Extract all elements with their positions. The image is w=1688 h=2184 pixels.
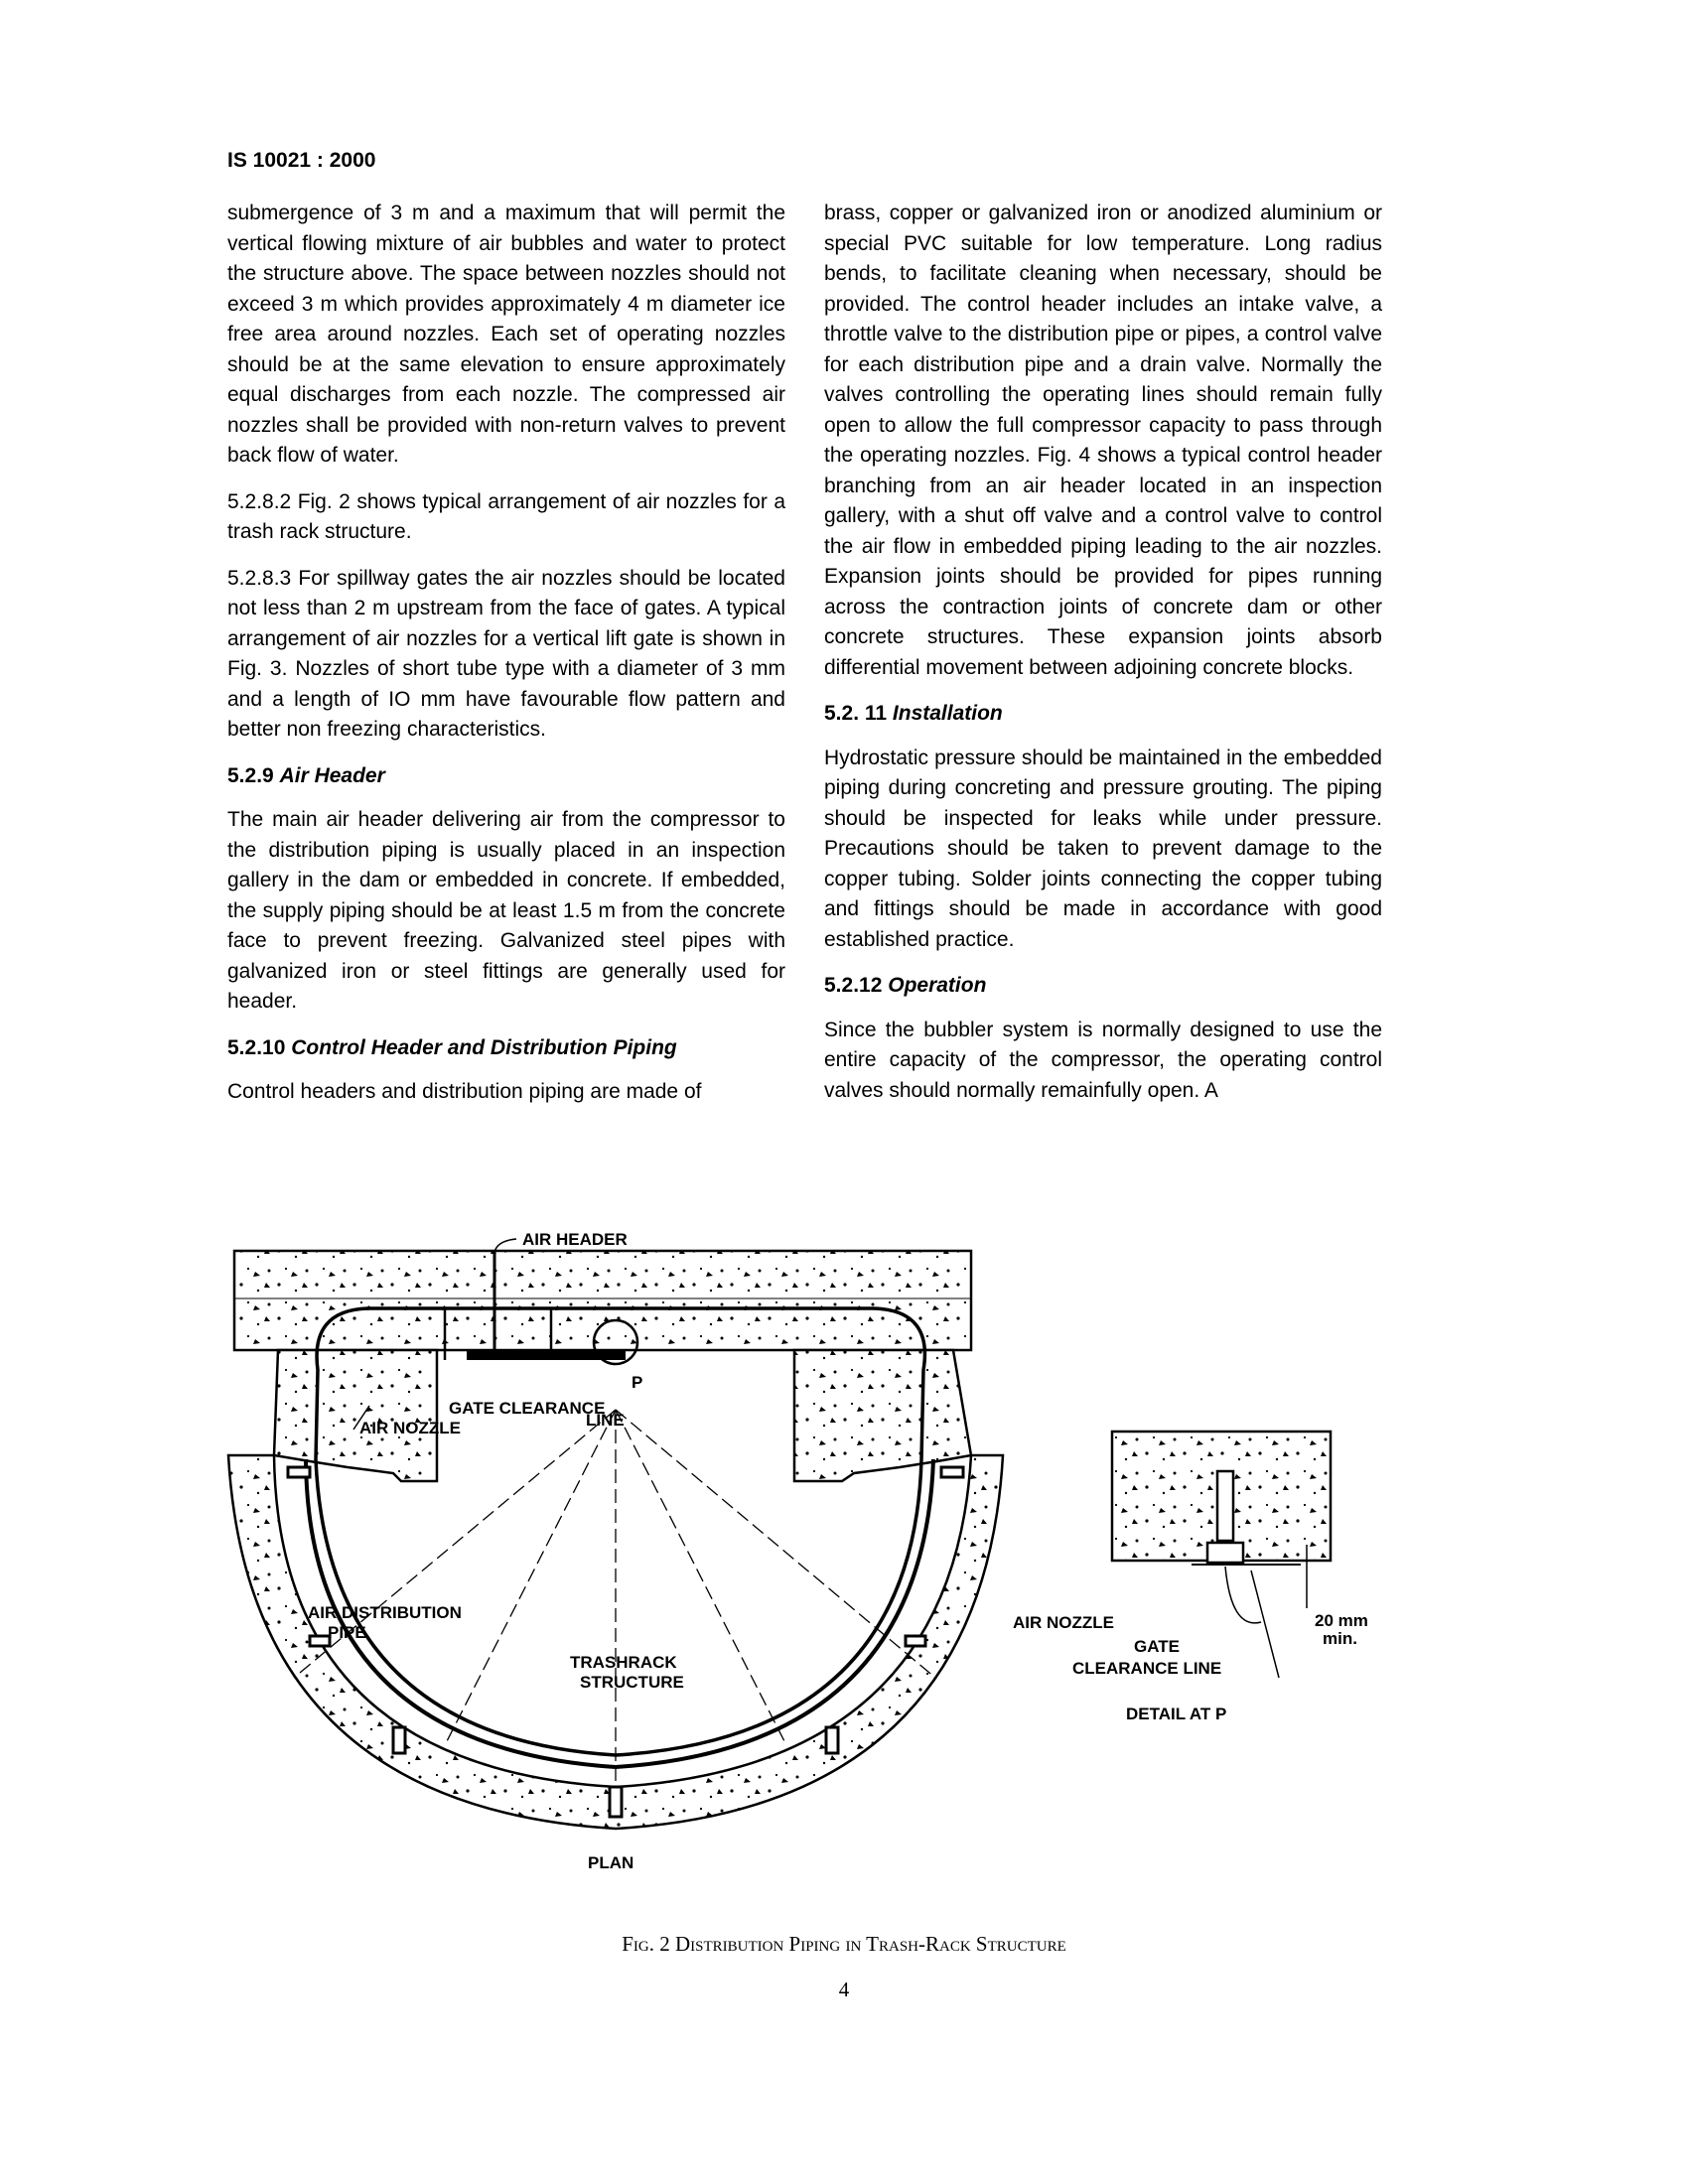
section-number: 5.2. 11 [824,702,888,725]
detail-label-air-nozzle: AIR NOZZLE [1013,1613,1114,1632]
section-heading [824,699,1382,730]
label-p: P [632,1373,643,1392]
detail-title: DETAIL AT P [1126,1705,1227,1723]
section-heading [227,761,785,792]
label-gate-clearance: GATE CLEARANCE [449,1399,606,1418]
paragraph: brass, copper or galvanized iron or anodized aluminium or special PVC suitable for low temperature. Long radius bends, to facilitate cleaning when necessary, should be provided. The control header includes an intake valve, a throttle valve to the distribution pipe or pipes, a control valve for each distribution pipe and a drain valve. Normally the valves controlling the operating lines should remain fully open to allow the full compressor capacity to pass through the operating nozzles. Fig. 4 shows a typical control header branching from an air header located in an inspection gallery, with a shut off valve and a control valve to control the air flow in embedded piping leading to the air nozzles. Expansion joints should be provided for pipes running across the contraction joints of concrete dam or other concrete structures. These expansion joints absorb differential movement between adjoining concrete blocks. [824,202,1382,679]
concrete-pier-left [274,1350,437,1481]
paragraph: The main air header delivering air from the compressor to the distribution piping is usually placed in an inspection gallery in the dam or embedded in concrete. If embedded, the supply piping should be at least 1.5 m from the concrete face to prevent freezing. Galvanized steel pipes with galvanized iron or steel fittings are generally used for header. [227,808,785,1013]
right-column [824,199,1382,1122]
left-column [227,199,785,1124]
section-title: Air Header [279,763,385,787]
section-title: Operation [888,974,987,997]
detail-label-20mm: 20 mm [1315,1611,1368,1630]
section-number: 5.2.9 [227,763,274,787]
paragraph: 5.2.8.2 Fig. 2 shows typical arrangement of air nozzles for a trash rack structure. [227,489,785,543]
label-plan: PLAN [588,1853,634,1872]
concrete-pier-right [794,1350,971,1481]
detail-label-gate: GATE [1134,1637,1180,1656]
label-trashrack: TRASHRACK [570,1653,677,1672]
page-header: IS 10021 : 2000 [227,149,376,172]
label-air-nozzle: AIR NOZZLE [359,1419,461,1437]
section-number: 5.2.12 [824,974,883,997]
label-structure: STRUCTURE [580,1673,684,1692]
section-heading [227,1033,785,1064]
label-air-header: AIR HEADER [522,1230,628,1249]
section-heading [824,971,1382,1002]
trash-rack-figure [199,1211,1390,1886]
section-title: Control Header and Distribution Piping [291,1035,677,1059]
detail-at-p [1013,1432,1368,1723]
figure-caption: Fig. 2 Distribution Piping in Trash-Rack Structure [622,1932,1066,1956]
paragraph: 5.2.8.3 For spillway gates the air nozzles should be located not less than 2 m upstream from the face of gates. A typical arrangement of air nozzles for a vertical lift gate is shown in Fig. 3. Nozzles of short tube type with a diameter of 3 mm and a length of IO mm have favourable flow pattern and better non freezing characteristics. [227,566,785,741]
detail-label-clearance-line: CLEARANCE LINE [1072,1659,1222,1678]
concrete-slab [234,1251,971,1350]
paragraph: Since the bubbler system is normally designed to use the entire capacity of the compressor, the operating control valves should normally remainfully open. A [824,1018,1382,1102]
label-line: LINE [586,1411,625,1430]
paragraph: Hydrostatic pressure should be maintained in the embedded piping during concreting and pressure grouting. The piping should be inspected for leaks while under pressure. Precautions should be taken to prevent damage to the copper tubing. Solder joints connecting the copper tubing and fittings should be made in accordance with good established practice. [824,746,1382,951]
label-air-distribution: AIR DISTRIBUTION [308,1603,462,1622]
section-title: Installation [892,702,1003,725]
paragraph: Control headers and distribution piping are made of [227,1080,702,1103]
label-pipe: PIPE [328,1623,366,1642]
page-number: 4 [838,1978,850,2001]
section-number: 5.2.10 [227,1035,286,1059]
detail-label-min: min. [1323,1629,1357,1648]
paragraph: submergence of 3 m and a maximum that will permit the vertical flowing mixture of air bubbles and water to protect the structure above. The space between nozzles should not exceed 3 m which provides approximately 4 m diameter ice free area around nozzles. Each set of operating nozzles should be at the same elevation to ensure approximately equal discharges from each nozzle. The compressed air nozzles shall be provided with non-return valves to prevent back flow of water. [227,202,785,467]
